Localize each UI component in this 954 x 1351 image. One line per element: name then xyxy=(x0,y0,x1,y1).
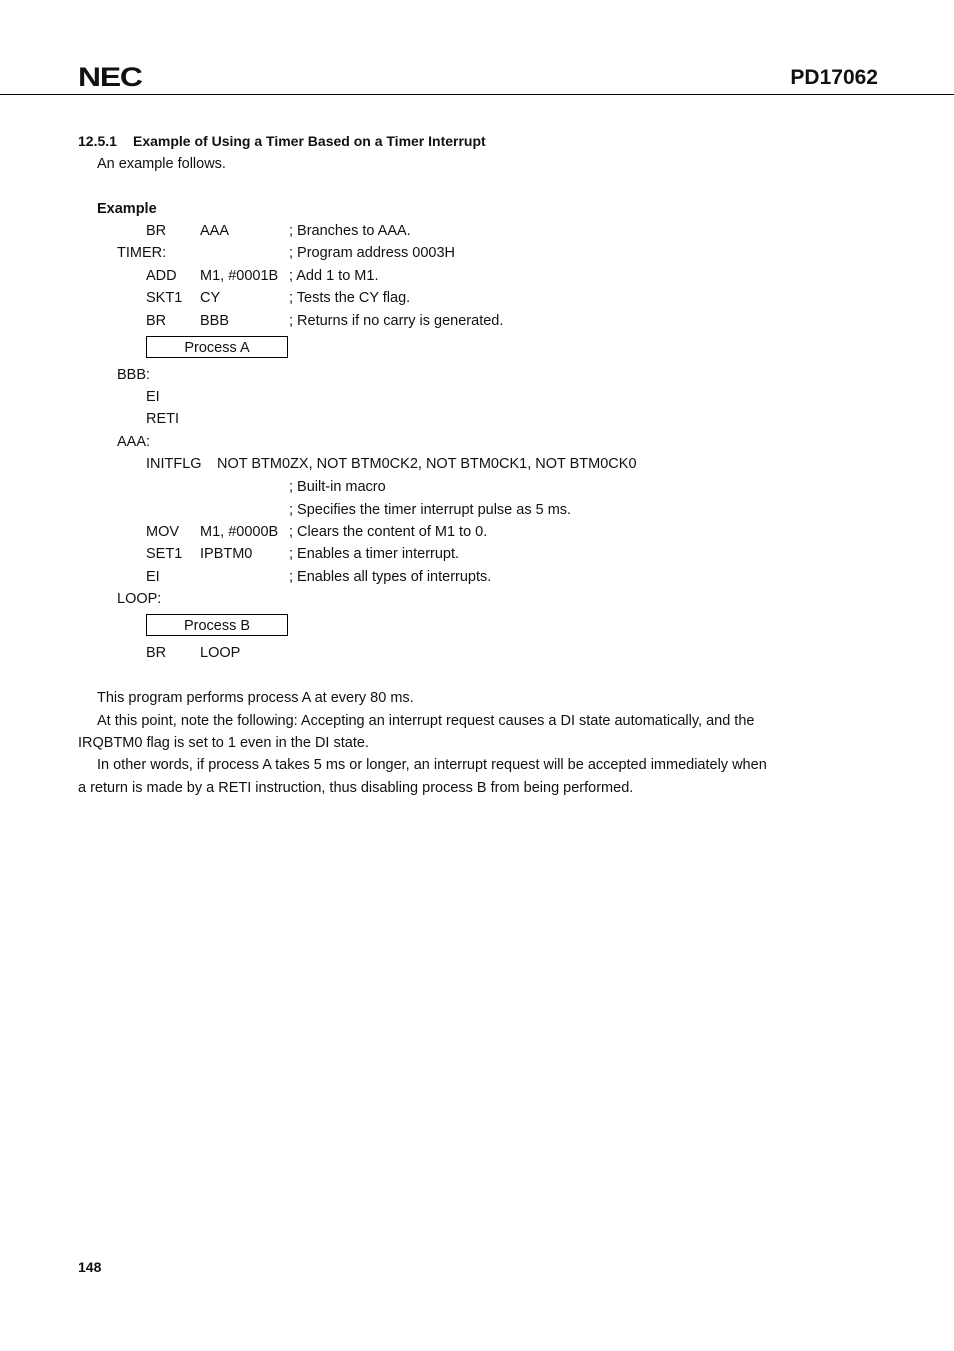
code-arg: BBB xyxy=(200,313,230,329)
code-op: BR xyxy=(146,223,167,239)
paragraph-2-line-1: At this point, note the following: Accepting an interrupt request causes a DI state automatically, and the xyxy=(97,713,755,729)
code-comment: ; Add 1 to M1. xyxy=(289,268,379,284)
paragraph-1: This program performs process A at every 80 ms. xyxy=(97,690,414,706)
code-label: AAA: xyxy=(117,434,151,450)
nec-logo: NEC xyxy=(78,62,142,92)
code-comment: ; Enables all types of interrupts. xyxy=(289,569,492,585)
code-op: SET1 xyxy=(146,546,183,562)
code-arg: AAA xyxy=(200,223,230,239)
code-arg: IPBTM0 xyxy=(200,546,253,562)
code-comment: ; Branches to AAA. xyxy=(289,223,411,239)
code-comment: ; Clears the content of M1 to 0. xyxy=(289,524,488,540)
document-title: PD17062 xyxy=(790,66,878,89)
code-arg: CY xyxy=(200,290,221,306)
process-a-box xyxy=(146,336,288,358)
code-op: BR xyxy=(146,313,167,329)
paragraph-3-line-2: a return is made by a RETI instruction, thus disabling process B from being performed. xyxy=(78,780,634,796)
code-comment: ; Built-in macro xyxy=(289,479,386,495)
code-label: TIMER: xyxy=(117,245,167,261)
intro-text: An example follows. xyxy=(97,156,226,172)
code-label: LOOP: xyxy=(117,591,162,607)
section-number: 12.5.1 xyxy=(78,133,117,149)
code-op: RETI xyxy=(146,411,180,427)
code-arg: M1, #0000B xyxy=(200,524,279,540)
example-label: Example xyxy=(97,201,157,217)
code-comment: ; Enables a timer interrupt. xyxy=(289,546,460,562)
code-label: BBB: xyxy=(117,367,151,383)
process-b-box xyxy=(146,614,288,636)
code-op: EI xyxy=(146,389,160,405)
code-arg: LOOP xyxy=(200,645,241,661)
code-arg: M1, #0001B xyxy=(200,268,279,284)
process-a-label: Process A xyxy=(184,340,250,356)
section-title: Example of Using a Timer Based on a Timer Interrupt xyxy=(133,133,486,149)
process-b-label: Process B xyxy=(183,618,251,634)
code-comment: ; Program address 0003H xyxy=(289,245,456,261)
code-comment: ; Tests the CY flag. xyxy=(289,290,411,306)
paragraph-3-line-1: In other words, if process A takes 5 ms or longer, an interrupt request will be accepted immediately when xyxy=(97,757,767,773)
code-op: SKT1 xyxy=(146,290,183,306)
page-number: 148 xyxy=(78,1259,102,1275)
code-op: BR xyxy=(146,645,167,661)
code-op: EI xyxy=(146,569,160,585)
code-op: INITFLG xyxy=(146,456,202,472)
section-heading xyxy=(78,133,486,149)
code-comment: ; Specifies the timer interrupt pulse as 5 ms. xyxy=(289,502,572,518)
code-comment: ; Returns if no carry is generated. xyxy=(289,313,504,329)
paragraph-2-line-2: IRQBTM0 flag is set to 1 even in the DI state. xyxy=(78,735,369,751)
code-op: ADD xyxy=(146,268,177,284)
header-rule xyxy=(0,94,954,95)
code-op: MOV xyxy=(146,524,180,540)
code-arg: NOT BTM0ZX, NOT BTM0CK2, NOT BTM0CK1, NOT BTM0CK0 xyxy=(217,456,637,472)
